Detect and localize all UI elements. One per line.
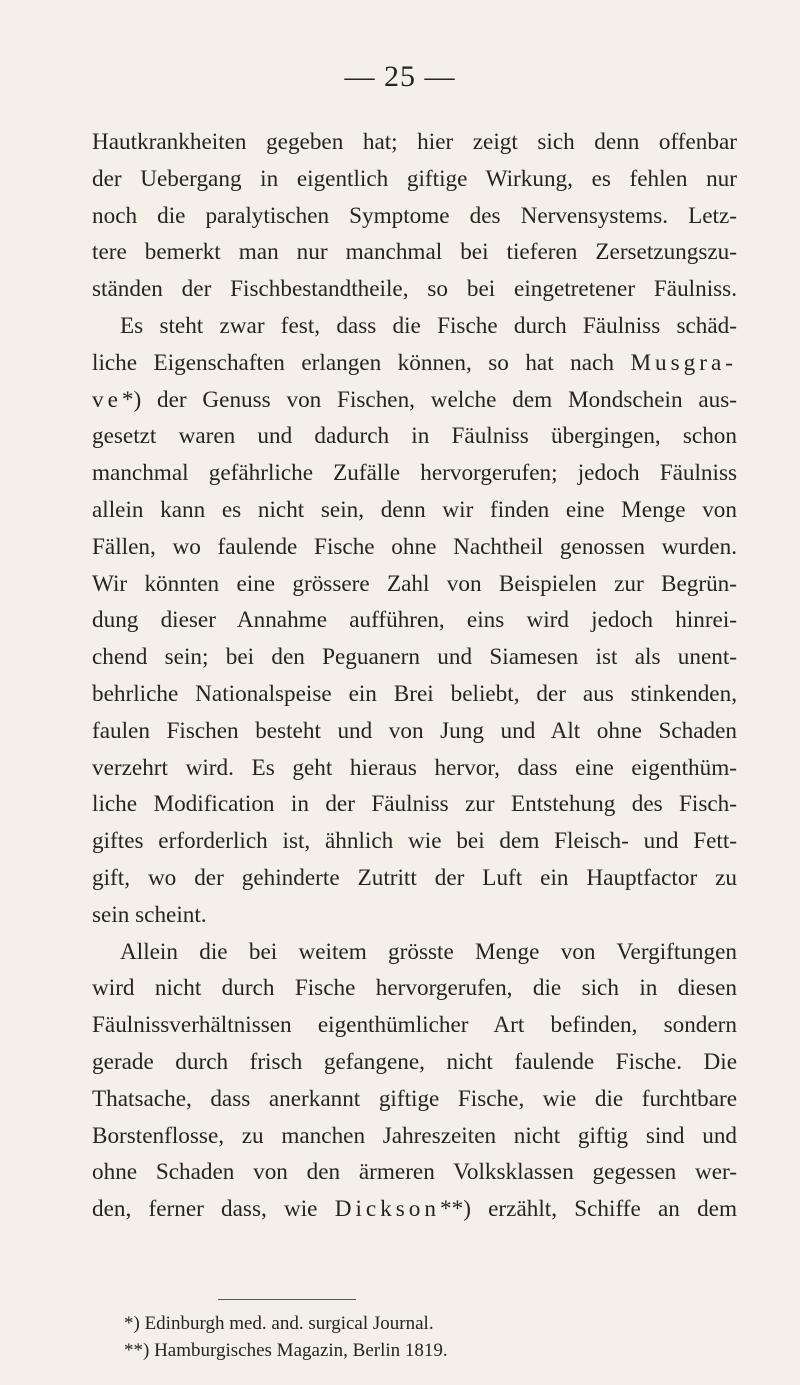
text-line: wird nicht durch Fische hervorgerufen, die sich in diesen: [92, 975, 737, 1002]
text-line: noch die paralytischen Symptome des Nervensystems. Letz-: [92, 202, 737, 229]
text-segment: den, ferner dass, wie: [92, 1196, 318, 1223]
footnote-ref-2: **): [440, 1196, 471, 1223]
text-line: der Uebergang in eigentlich giftige Wirkung, es fehlen nur: [92, 165, 737, 192]
text-line: gift, wo der gehinderte Zutritt der Luft ein Hauptfactor zu: [92, 864, 737, 891]
text-line: Fäulnissverhältnissen eigenthümlicher Art befinden, sondern: [92, 1012, 737, 1039]
text-line: Fällen, wo faulende Fische ohne Nachtheil genossen wurden.: [92, 533, 737, 560]
text-line: [92, 1191, 737, 1228]
text-line: gerade durch frisch gefangene, nicht faulende Fische. Die: [92, 1048, 737, 1075]
text-line: sein scheint.: [92, 901, 207, 928]
text-line: manchmal gefährliche Zufälle hervorgerufen; jedoch Fäulniss: [92, 460, 737, 487]
footnote-ref-1: *): [121, 386, 142, 413]
text-line: behrliche Nationalspeise ein Brei beliebt, der aus stinkenden,: [92, 680, 737, 707]
text-segment: der Genuss von Fischen, welche dem Mondschein aus-: [157, 386, 738, 413]
footnote-2: **) Hamburgisches Magazin, Berlin 1819.: [124, 1340, 448, 1361]
footnotes: [124, 1310, 448, 1364]
page-number: — 25 —: [344, 60, 456, 93]
text-line: Es steht zwar fest, dass die Fische durch Fäulniss schäd-: [120, 312, 737, 339]
text-line: liche Modification in der Fäulniss zur Entstehung des Fisch-: [92, 791, 737, 818]
text-line: gesetzt waren und dadurch in Fäulniss übergingen, schon: [92, 423, 737, 450]
text-line: Borstenflosse, zu manchen Jahreszeiten nicht giftig sind und: [92, 1122, 737, 1149]
footnote-1: *) Edinburgh med. and. surgical Journal.: [124, 1313, 434, 1334]
text-line: ständen der Fischbestandtheile, so bei eingetretener Fäulniss.: [92, 276, 737, 303]
text-line: allein kann es nicht sein, denn wir finden eine Menge von: [92, 496, 737, 523]
author-name-dickson: Dickson: [334, 1196, 440, 1223]
text-line: verzehrt wird. Es geht hieraus hervor, dass eine eigenthüm-: [92, 754, 737, 781]
text-line: Thatsache, dass anerkannt giftige Fische, wie die furchtbare: [92, 1085, 737, 1112]
text-line: chend sein; bei den Peguanern und Siamesen ist als unent-: [92, 644, 737, 671]
text-line: dung dieser Annahme aufführen, eins wird jedoch hinrei-: [92, 607, 737, 634]
text-line: Allein die bei weitem grösste Menge von Vergiftungen: [120, 938, 737, 965]
text-line: giftes erforderlich ist, ähnlich wie bei dem Fleisch- und Fett-: [92, 828, 737, 855]
body-text: [92, 124, 737, 1228]
footnote-divider: [218, 1299, 356, 1300]
text-line: [92, 382, 737, 419]
text-line: [92, 345, 737, 382]
author-name-musgrave-cont: ve: [92, 386, 122, 413]
text-segment: erzählt, Schiffe an dem: [488, 1196, 738, 1223]
text-line: faulen Fischen besteht und von Jung und Alt ohne Schaden: [92, 717, 737, 744]
text-line: Wir könnten eine grössere Zahl von Beispielen zur Begrün-: [92, 570, 737, 597]
text-line: Hautkrankheiten gegeben hat; hier zeigt sich denn offenbar: [92, 129, 737, 155]
text-line: ohne Schaden von den ärmeren Volksklassen gegessen wer-: [92, 1159, 737, 1186]
text-line: tere bemerkt man nur manchmal bei tieferen Zersetzungszu-: [92, 239, 737, 266]
author-name-musgrave: Musgra-: [630, 349, 738, 376]
text-segment: liche Eigenschaften erlangen können, so hat nach: [92, 349, 614, 376]
